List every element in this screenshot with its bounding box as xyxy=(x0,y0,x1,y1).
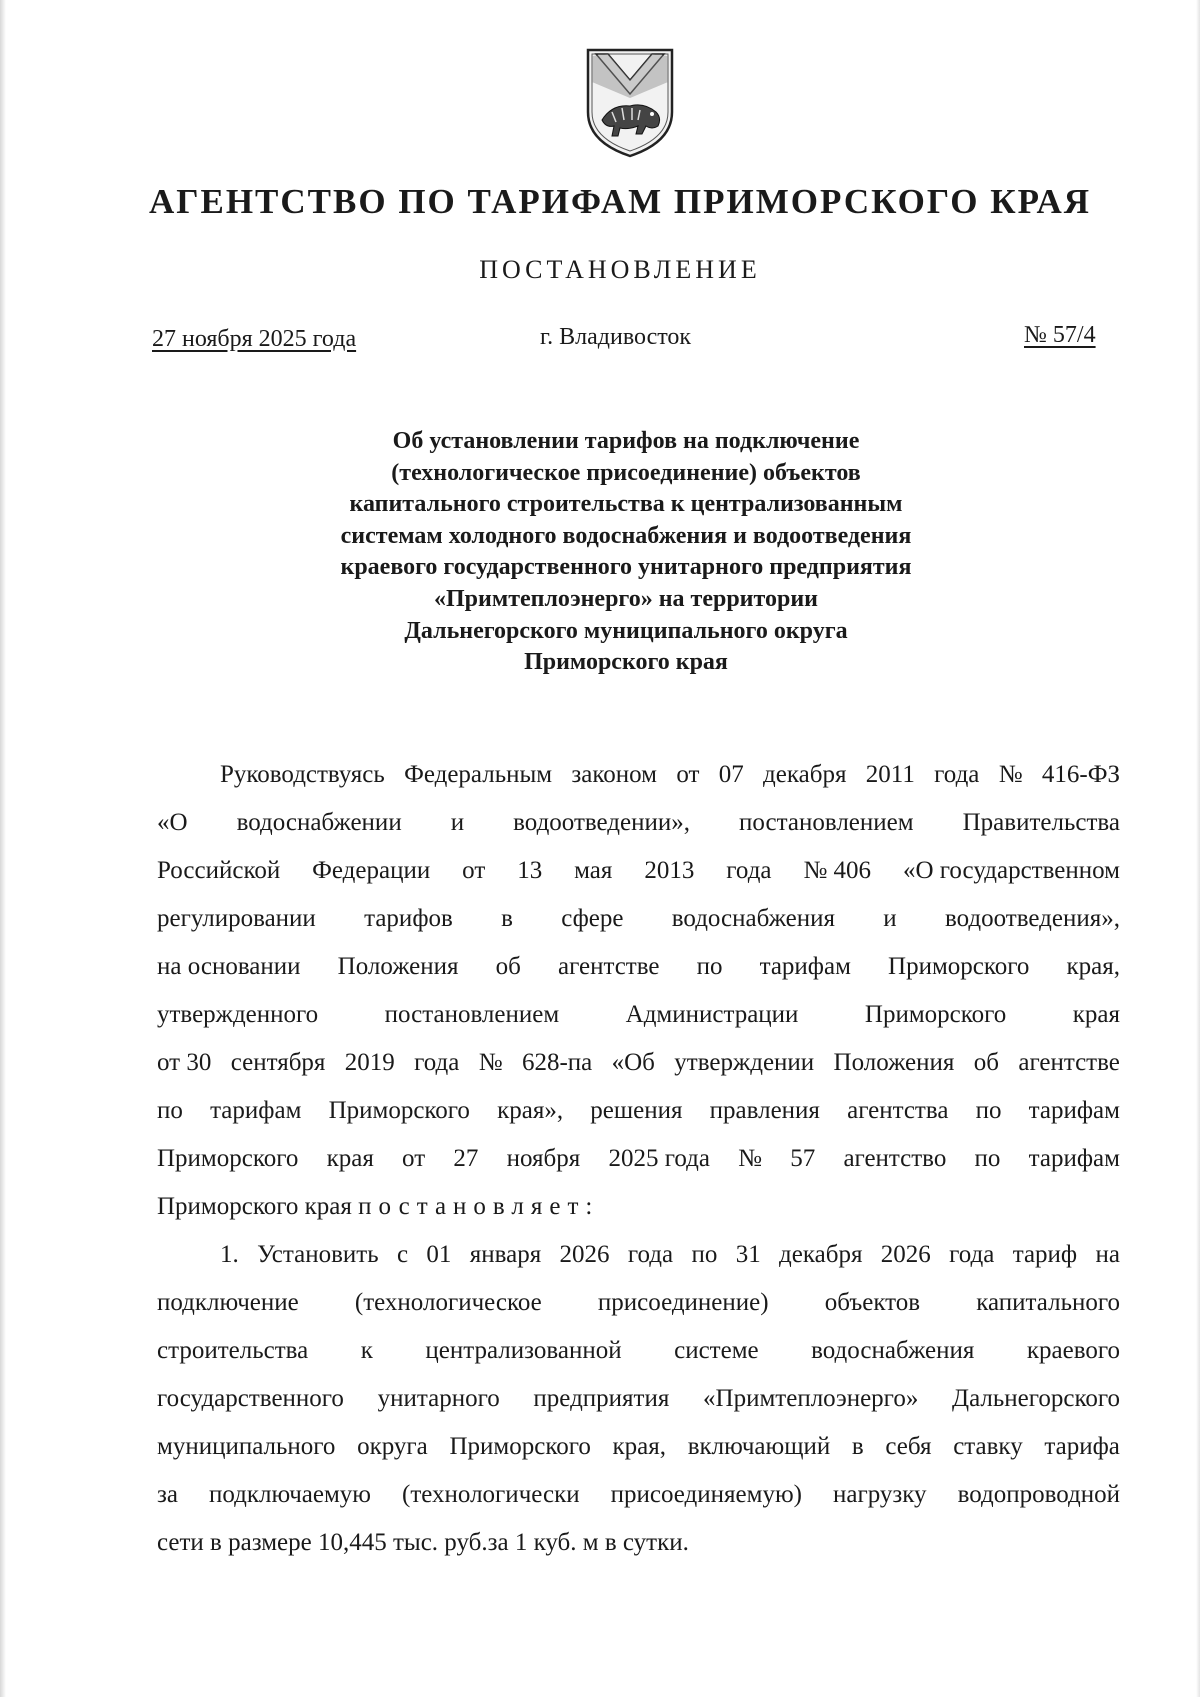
word: капитального xyxy=(976,1289,1120,1316)
title-line: Приморского края xyxy=(524,649,728,676)
preamble-line-final xyxy=(157,1192,1120,1222)
word: 57 xyxy=(790,1145,816,1172)
word: года xyxy=(934,761,980,788)
word: и xyxy=(450,809,465,836)
word: решения xyxy=(590,1097,683,1124)
title-line: «Примтеплоэнерго» на территории xyxy=(434,585,818,612)
word: № xyxy=(998,761,1023,788)
preamble-line xyxy=(157,1000,1120,1030)
title-line: краевого государственного унитарного предприятия xyxy=(340,554,912,581)
word: края, xyxy=(612,1433,667,1460)
word: Установить xyxy=(257,1241,379,1268)
word: сфере xyxy=(561,905,624,932)
document-date: 27 ноября 2025 года xyxy=(152,326,357,352)
preamble-line xyxy=(157,952,1120,982)
word: 2025 года xyxy=(608,1145,710,1172)
word: края, xyxy=(1066,953,1120,980)
preamble-line xyxy=(157,1096,1120,1126)
word: «О xyxy=(157,809,188,836)
document-type: ПОСТАНОВЛЕНИЕ xyxy=(479,255,761,284)
agency-name: АГЕНТСТВО ПО ТАРИФАМ ПРИМОРСКОГО КРАЯ xyxy=(148,182,1092,221)
title-line: Об установлении тарифов на подключение xyxy=(392,428,860,454)
word: водоснабжения xyxy=(811,1337,975,1364)
word: декабря xyxy=(763,761,847,788)
word: тарифам xyxy=(1028,1097,1120,1124)
word: водоотведении», xyxy=(513,809,691,836)
word: Федерации xyxy=(312,857,431,884)
word: Приморского xyxy=(328,1097,470,1124)
word: нагрузку xyxy=(832,1481,927,1508)
word: тариф xyxy=(1012,1241,1078,1268)
word: 2013 xyxy=(644,857,695,884)
word: от 30 xyxy=(157,1049,212,1076)
coat-of-arms-icon xyxy=(582,42,678,160)
word: года xyxy=(726,857,772,884)
word: в xyxy=(851,1433,864,1460)
word: «О государственном xyxy=(903,857,1120,884)
word: за xyxy=(157,1481,178,1508)
preamble-line xyxy=(157,904,1120,934)
word: от xyxy=(462,857,486,884)
word: по xyxy=(974,1145,1001,1172)
word: постановлением xyxy=(384,1001,560,1028)
word: 2019 xyxy=(344,1049,395,1076)
word: ставку xyxy=(953,1433,1023,1460)
word: Администрации xyxy=(625,1001,799,1028)
word: 01 xyxy=(426,1241,452,1268)
word: 2026 xyxy=(880,1241,931,1268)
word: присоединяемую) xyxy=(610,1481,802,1508)
item1-line-final: сети в размере 10,445 тыс. руб.за 1 куб. м в сутки. xyxy=(157,1529,689,1556)
preamble-line xyxy=(157,808,1120,838)
word: в xyxy=(501,905,513,932)
word: водоснабжении xyxy=(236,809,402,836)
word: 416-ФЗ xyxy=(1041,761,1120,788)
word: № xyxy=(738,1145,762,1172)
word: от xyxy=(676,761,700,788)
word: Руководствуясь xyxy=(220,761,385,788)
word: на основании xyxy=(157,953,301,980)
preamble-line xyxy=(157,1048,1120,1078)
word: утвержденного xyxy=(157,1001,319,1028)
word: декабря xyxy=(779,1241,863,1268)
word: тарифов xyxy=(364,905,453,932)
word: на xyxy=(1095,1241,1120,1268)
word: и xyxy=(883,905,897,932)
word: по xyxy=(691,1241,718,1268)
word: подключение xyxy=(157,1289,299,1316)
preamble-line xyxy=(157,1144,1120,1174)
word: ноября xyxy=(506,1145,581,1172)
word: мая xyxy=(574,857,613,884)
word: 31 xyxy=(735,1241,761,1268)
word: по xyxy=(696,953,723,980)
word: № xyxy=(478,1049,503,1076)
word: включающий xyxy=(687,1433,831,1460)
word: от xyxy=(402,1145,426,1172)
word: агентстве xyxy=(557,953,660,980)
word: постановлением xyxy=(739,809,914,836)
item1-line xyxy=(220,1240,1120,1270)
word: сентября xyxy=(230,1049,326,1076)
resolves-word: постановляет: xyxy=(358,1193,600,1220)
word: (технологическое xyxy=(354,1289,542,1316)
word: Федеральным xyxy=(404,761,553,788)
item1-line xyxy=(157,1384,1120,1414)
word: Приморского xyxy=(864,1001,1007,1028)
word: утверждении xyxy=(674,1049,815,1076)
word: Положения xyxy=(337,953,459,980)
word: краевого xyxy=(1026,1337,1120,1364)
word: тарифам xyxy=(210,1097,302,1124)
word: об xyxy=(495,953,521,980)
word: себя xyxy=(885,1433,932,1460)
word: края xyxy=(1072,1001,1120,1028)
word: законом xyxy=(571,761,657,788)
word: с xyxy=(396,1241,409,1268)
word: 1. xyxy=(220,1241,239,1268)
word: Российской xyxy=(157,857,281,884)
word: централизованной xyxy=(425,1337,622,1364)
word: 2026 xyxy=(559,1241,610,1268)
word: агентства xyxy=(847,1097,949,1124)
word: Дальнегорского xyxy=(952,1385,1120,1412)
word: регулировании xyxy=(157,905,316,932)
word: водоотведения», xyxy=(944,905,1120,932)
word: Приморского xyxy=(157,1145,299,1172)
word: объектов xyxy=(824,1289,921,1316)
preamble-final-text: Приморского края xyxy=(157,1193,359,1220)
item1-line xyxy=(157,1336,1120,1366)
word: Положения xyxy=(833,1049,955,1076)
word: системе xyxy=(674,1337,759,1364)
word: округа xyxy=(357,1433,428,1460)
word: «Примтеплоэнерго» xyxy=(703,1385,919,1412)
preamble-line xyxy=(220,760,1120,790)
word: по xyxy=(157,1097,183,1124)
word: края xyxy=(326,1145,374,1172)
preamble-line xyxy=(157,856,1120,886)
word: года xyxy=(627,1241,674,1268)
word: 628-па xyxy=(521,1049,593,1076)
word: года xyxy=(949,1241,995,1268)
word: государственного xyxy=(157,1385,344,1412)
word: января xyxy=(469,1241,542,1268)
word: Правительства xyxy=(962,809,1120,836)
item1-line xyxy=(157,1432,1120,1462)
word: 13 xyxy=(517,857,543,884)
word: тарифам xyxy=(1028,1145,1120,1172)
word: Приморского xyxy=(888,953,1030,980)
word: 2011 xyxy=(865,761,915,788)
word: 07 xyxy=(718,761,744,788)
word: по xyxy=(975,1097,1002,1124)
word: строительства xyxy=(157,1337,309,1364)
word: тарифа xyxy=(1044,1433,1120,1460)
word: к xyxy=(360,1337,373,1364)
word: водопроводной xyxy=(957,1481,1120,1508)
title-line: (технологическое присоединение) объектов xyxy=(391,459,861,486)
word: унитарного xyxy=(377,1385,500,1412)
word: муниципального xyxy=(157,1433,336,1460)
word: 27 xyxy=(453,1145,479,1172)
title-line: системам холодного водоснабжения и водоотведения xyxy=(340,522,912,549)
word: года xyxy=(414,1049,460,1076)
word: правления xyxy=(709,1097,820,1124)
document-number: № 57/4 xyxy=(1024,322,1096,348)
title-line: Дальнегорского муниципального округа xyxy=(404,617,848,644)
item1-line xyxy=(157,1480,1120,1510)
word: тарифам xyxy=(759,953,851,980)
document-city: г. Владивосток xyxy=(540,324,692,350)
word: агентстве xyxy=(1018,1049,1120,1076)
document-title xyxy=(250,426,1002,679)
word: (технологически xyxy=(402,1481,580,1508)
word: № 406 xyxy=(803,857,872,884)
word: об xyxy=(973,1049,999,1076)
word: подключаемую xyxy=(209,1481,371,1508)
word: присоединение) xyxy=(597,1289,769,1316)
word: «Об xyxy=(611,1049,655,1076)
title-line: капитального строительства к централизованным xyxy=(349,491,903,518)
word: агентство xyxy=(843,1145,947,1172)
item1-line xyxy=(157,1288,1120,1318)
word: края», xyxy=(497,1097,564,1124)
word: Приморского xyxy=(449,1433,591,1460)
word: предприятия xyxy=(533,1385,670,1412)
word: водоснабжения xyxy=(671,905,836,932)
